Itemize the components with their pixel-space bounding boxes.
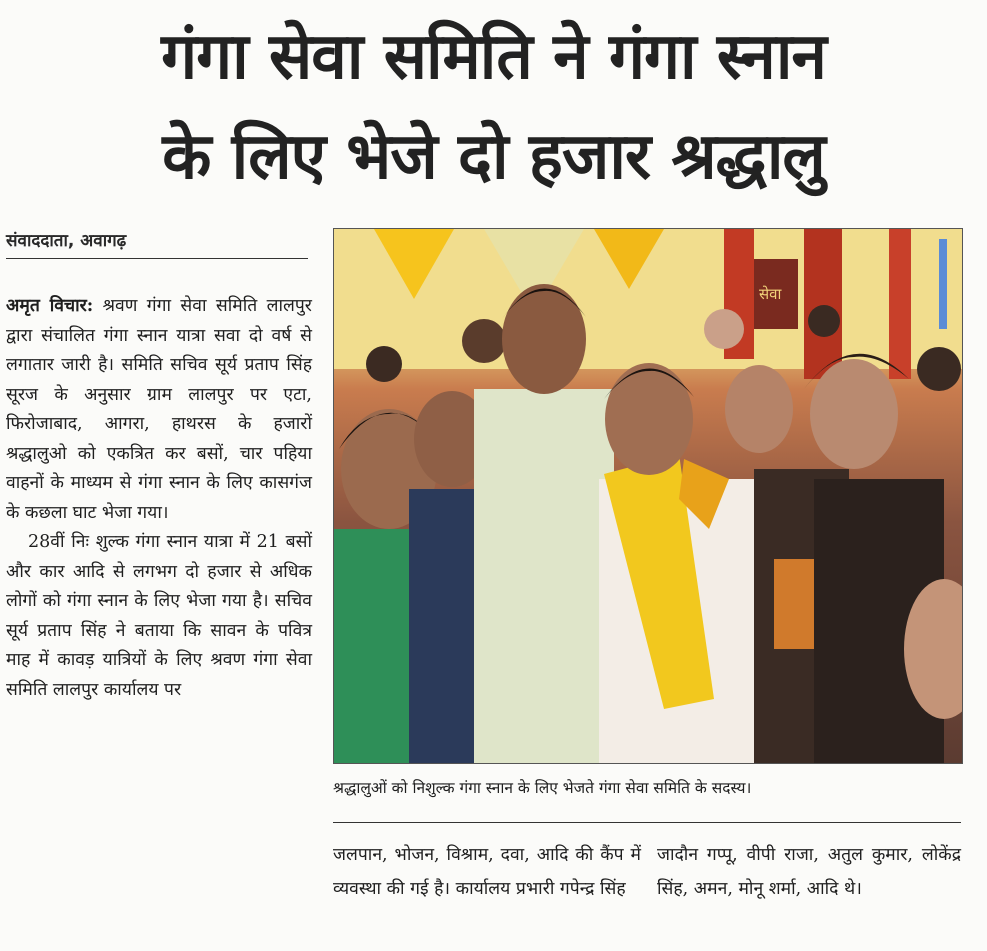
crowd-head-2 bbox=[462, 319, 506, 363]
sign-text: सेवा bbox=[759, 285, 782, 303]
article-column-2 bbox=[333, 838, 641, 906]
column-3-text: जादौन गप्पू, वीपी राजा, अतुल कुमार, लोकेंद्र सिंह, अमन, मोनू शर्मा, आदि थे। bbox=[657, 845, 961, 899]
crowd-head-1 bbox=[366, 346, 402, 382]
pole-blue bbox=[939, 239, 947, 329]
face-boy bbox=[725, 365, 793, 453]
photo-caption: श्रद्धालुओं को निशुल्क गंगा स्नान के लिए भेजते गंगा सेवा समिति के सदस्य। bbox=[333, 779, 752, 797]
pillar-red-2 bbox=[804, 229, 842, 379]
paragraph-1-text: श्रवण गंगा सेवा समिति लालपुर द्वारा संचालित गंगा स्नान यात्रा सवा दो वर्ष से लगातार जारी है। समिति सचिव सूर्य प्रताप सिंह सूरज के अनुसार ग्राम लालपुर पर एटा, फिरोजाबाद, आगरा, हाथरस के हजारों श्रद्धालुओ को एकत्रित कर बसों, चार पहिया वाहनों के माध्यम से गंगा स्नान के लिए कासगंज के कछला घाट भेजा गया। bbox=[6, 296, 312, 523]
face-right bbox=[810, 359, 898, 469]
headline-line-1: गंगा सेवा समिति ने गंगा स्नान bbox=[161, 20, 826, 94]
photo-illustration bbox=[334, 229, 962, 763]
headline-line-2: के लिए भेजे दो हजार श्रद्धालु bbox=[162, 120, 825, 194]
crowd-head-3 bbox=[704, 309, 744, 349]
article-column-3 bbox=[657, 838, 961, 906]
caption-rule bbox=[333, 822, 961, 823]
crowd-head-5 bbox=[917, 347, 961, 391]
face-scarf-man bbox=[605, 363, 693, 475]
light-kurta bbox=[474, 389, 614, 763]
byline: संवाददाता, अवागढ़ bbox=[6, 231, 127, 251]
pillar-red-3 bbox=[889, 229, 911, 379]
article-column-1 bbox=[6, 292, 312, 705]
face-centre bbox=[502, 284, 586, 394]
article-paragraph-2: 28वीं निः शुल्क गंगा स्नान यात्रा में 21 बसों और कार आदि से लगभग दो हजार से अधिक लोगों को गंगा स्नान के लिए भेजा गया है। सचिव सूर्य प्रताप सिंह ने बताया कि सावन के पवित्र माह में कावड़ यात्रियों के लिए श्रवण गंगा सेवा समिति लालपुर कार्यालय पर bbox=[6, 532, 312, 700]
lead-label: अमृत विचार: bbox=[6, 296, 94, 316]
news-photo bbox=[333, 228, 963, 764]
crowd-head-4 bbox=[808, 305, 840, 337]
article-paragraph-1 bbox=[6, 292, 312, 528]
column-2-text: जलपान, भोजन, विश्राम, दवा, आदि की कैंप में व्यवस्था की गई है। कार्यालय प्रभारी गपेन्द्र सिंह bbox=[333, 845, 641, 899]
byline-rule bbox=[6, 258, 308, 259]
